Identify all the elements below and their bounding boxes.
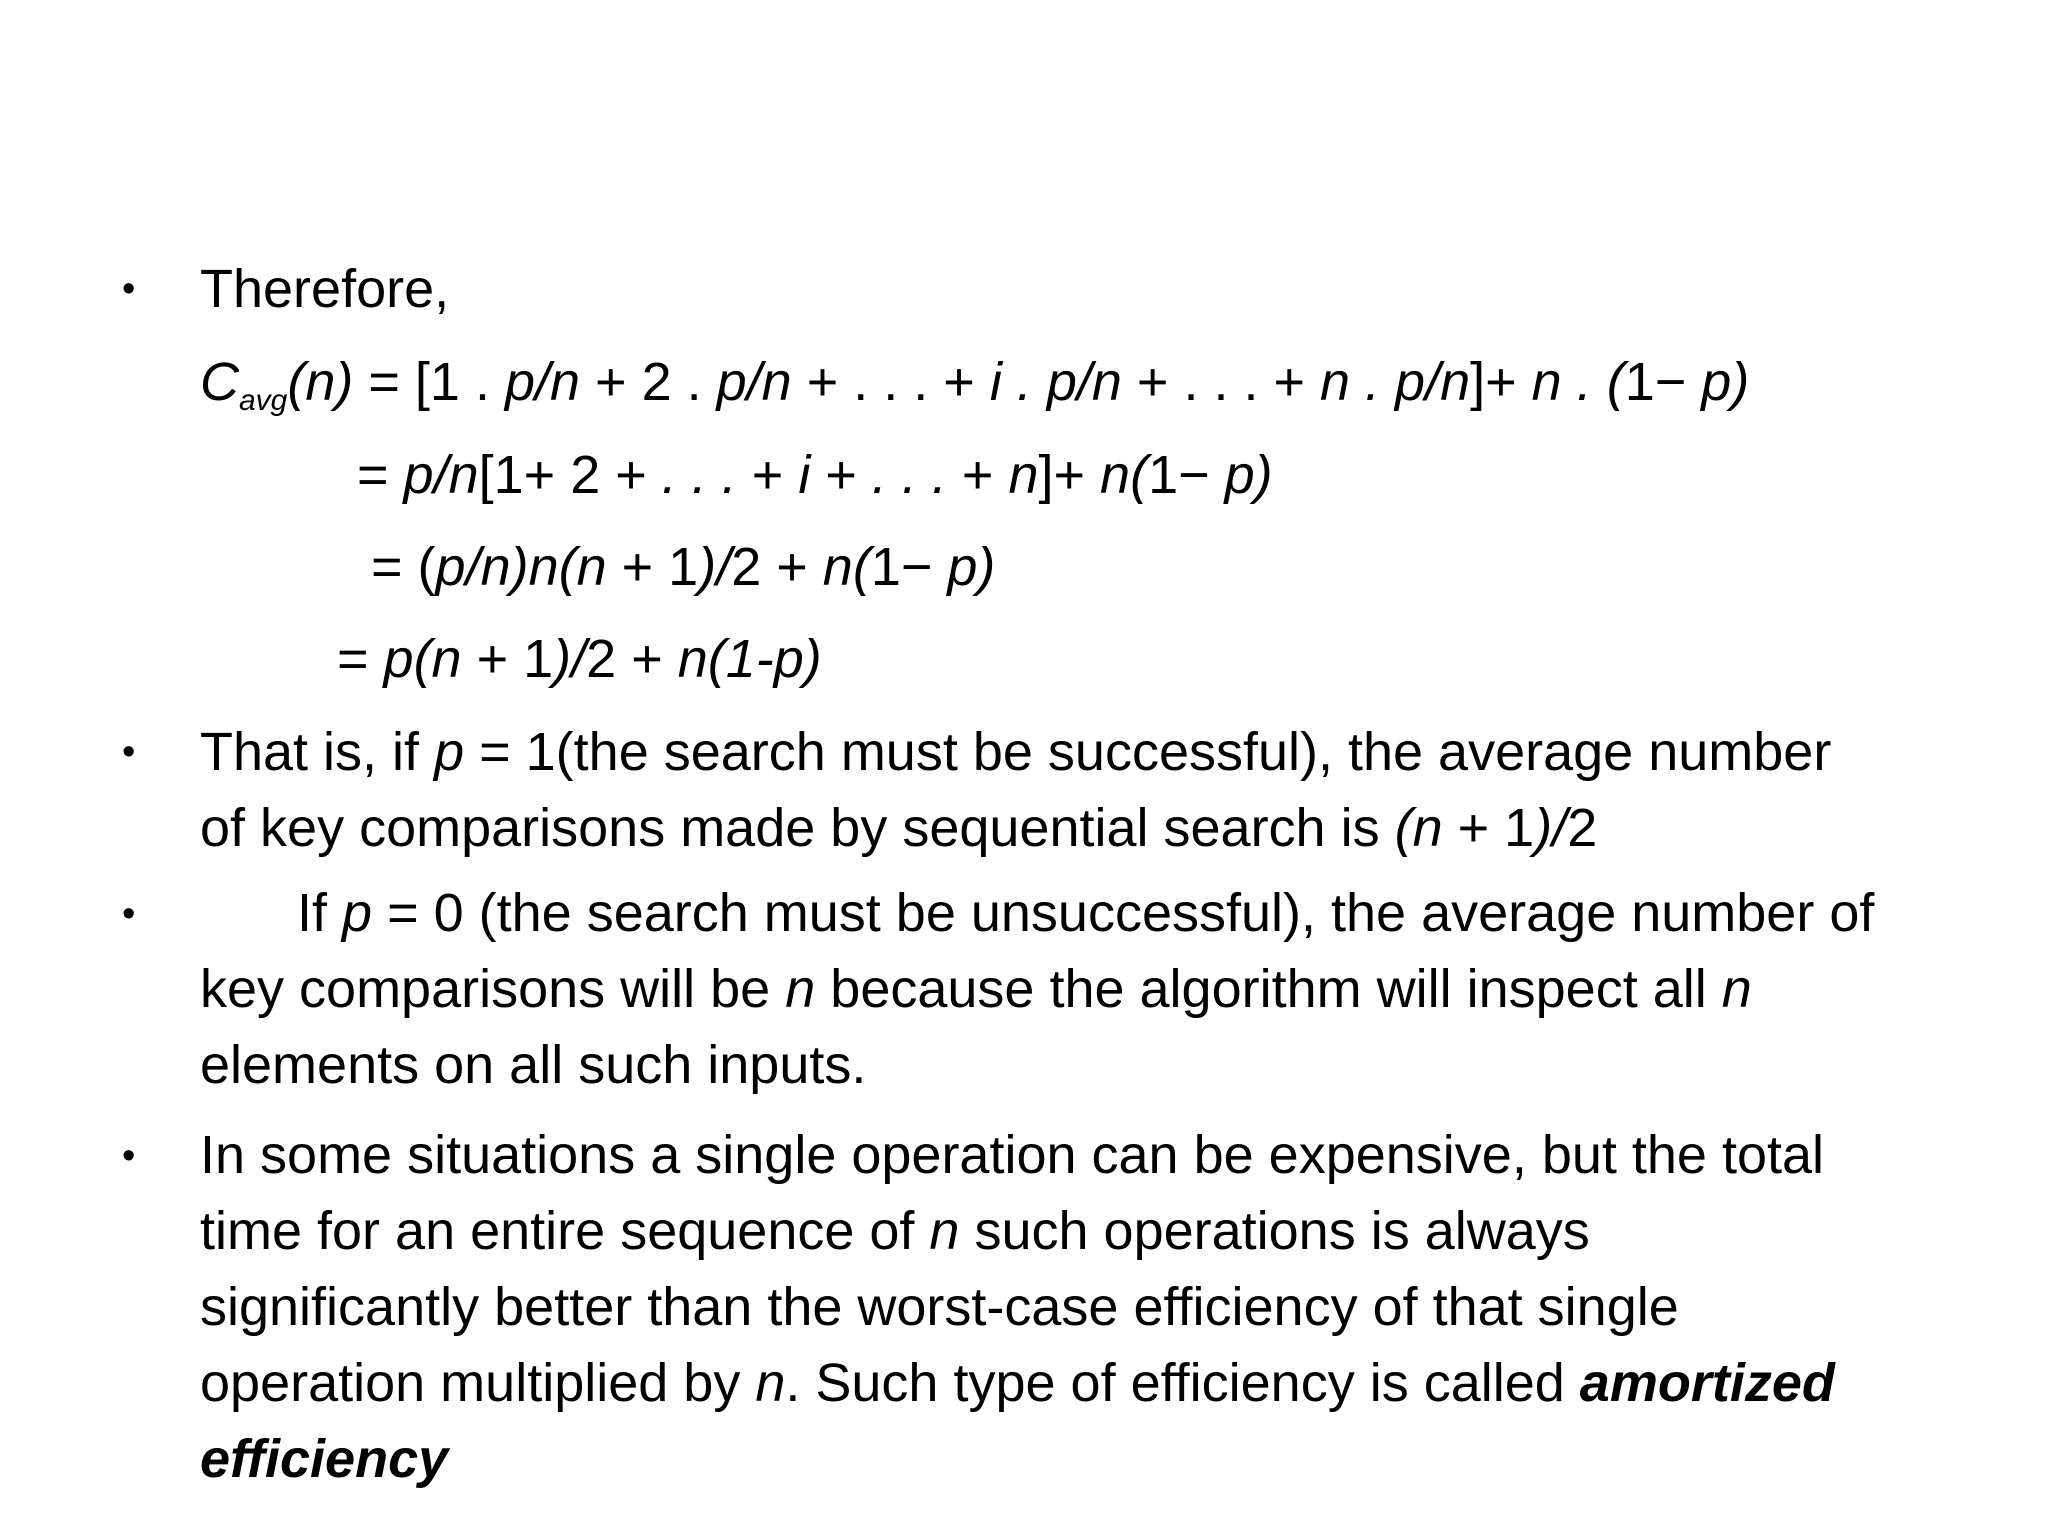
amortized-term: amortized [1579,1353,1835,1413]
f1-c: p/n [504,352,581,412]
b3-l2c: because the algorithm will inspect all [815,959,1722,1019]
b3-l3: elements on all such inputs. [200,1035,867,1095]
bullet-1-marker: • [122,268,136,310]
avg-subscript: avg [239,384,288,417]
bullet-2-marker: • [122,731,136,773]
b3-l2b: n [785,959,816,1019]
bullet-3-line-2 [200,959,1752,1019]
bullet-3-line-3 [200,1035,867,1095]
bullet-3-line-1 [297,883,1875,943]
f2-c: [1+ 2 + [478,445,662,505]
f4-e: 2 + [586,629,678,689]
f3-g: 1− [870,537,948,597]
f3-b: p/n)n(n [435,537,607,597]
f2-a: = [357,445,404,505]
f1-a: (n) [287,352,354,412]
b4-l4c: . Such type of efficiency is called [785,1353,1580,1413]
formula-line-2 [357,445,1273,505]
b4-l2b: n [929,1201,960,1261]
b3-l1a: If [297,883,343,943]
f2-o: 1− [1148,445,1225,505]
b2-l1b: p [434,722,465,782]
bullet-2-line-1 [200,722,1832,782]
f2-f: i [798,445,811,505]
f2-n: n( [1100,445,1149,505]
b2-l1a: That is, if [200,722,435,782]
intro-text: Therefore, [200,259,450,319]
bullet-4-line-3 [200,1277,1679,1337]
f1-e: p/n [716,352,792,412]
b3-l1c: = 0 (the search must be unsuccessful), the average number of [372,883,1875,943]
bullet-1-intro [200,259,450,319]
f1-i: n . p/n [1320,352,1471,412]
b4-l1: In some situations a single operation can be expensive, but the total [200,1125,1825,1185]
b2-l2b: (n [1394,798,1443,858]
f2-b: p/n [403,445,479,505]
f1-g: i . p/n [989,352,1122,412]
f2-m: ]+ [1038,445,1101,505]
b3-l1b: p [342,883,373,943]
b2-l2c: + 1 [1442,798,1535,858]
f3-c: + 1 [606,537,699,597]
f1-k: n . ( [1531,352,1625,412]
bullet-4-line-4 [200,1353,1835,1413]
bullet-4-marker: • [122,1135,136,1177]
f3-h: p) [947,537,996,597]
f2-g: + [810,445,872,505]
f4-d: )/ [553,629,587,689]
efficiency-term: efficiency [200,1429,449,1489]
bullet-4-line-1 [200,1125,1825,1185]
b3-l2a: key comparisons will be [200,959,786,1019]
formula-line-3 [371,537,996,597]
f1-f: + . . . + [791,352,990,412]
bullet-4-line-5 [200,1429,449,1489]
f3-f: n( [822,537,871,597]
bullet-3-marker: • [122,893,136,935]
f1-h: + . . . + [1121,352,1321,412]
bullet-2-line-2 [200,798,1598,858]
f4-c: + 1 [461,629,554,689]
f2-d: . . . [661,445,737,505]
f2-e: + [736,445,799,505]
b4-l2c: such operations is always [959,1201,1590,1261]
f1-l: 1− [1624,352,1702,412]
f2-l: n [1008,445,1039,505]
f3-d: )/ [698,537,732,597]
f4-b: p(n [383,629,462,689]
f1-b: = [1 . [353,352,505,412]
f1-m: p) [1701,352,1750,412]
formula-line-1 [200,352,1750,417]
c-symbol: C [200,352,239,412]
f2-p: p) [1224,445,1273,505]
b4-l3: significantly better than the worst-case efficiency of that single [200,1277,1679,1337]
f1-d: + 2 . [580,352,717,412]
b2-l2d: )/ [1534,798,1568,858]
f2-h: . . . [871,445,947,505]
f4-a: = [337,629,384,689]
b3-l2d: n [1721,959,1752,1019]
f1-j: ]+ [1470,352,1532,412]
f3-e: 2 + [731,537,823,597]
b4-l2a: time for an entire sequence of [200,1201,930,1261]
b4-l4a: operation multiplied by [200,1353,756,1413]
f3-a: = ( [371,537,436,597]
b2-l1c: = 1(the search must be successful), the average number [464,722,1832,782]
b2-l2e: 2 [1567,798,1598,858]
b2-l2a: of key comparisons made by sequential search is [200,798,1395,858]
b4-l4b: n [755,1353,786,1413]
formula-line-4 [337,629,822,689]
bullet-4-line-2 [200,1201,1590,1261]
f4-f: n(1-p) [677,629,822,689]
f2-k: + [946,445,1009,505]
